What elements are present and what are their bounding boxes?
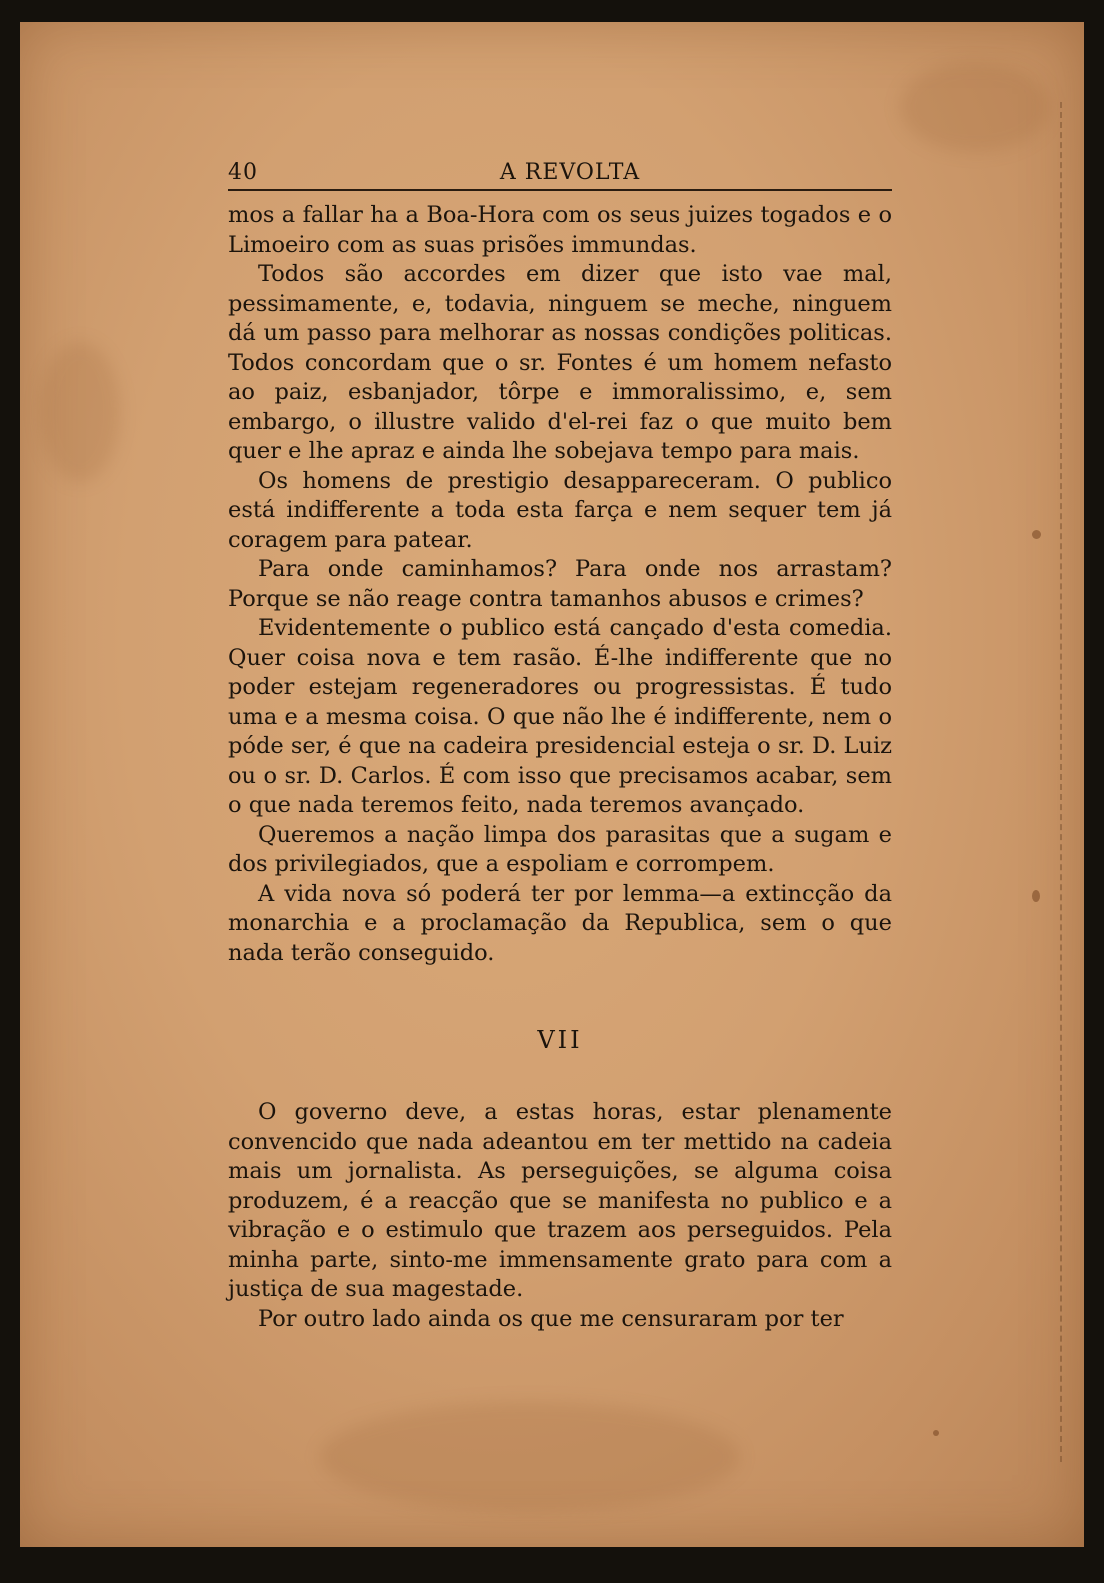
- paper-stain: [900, 62, 1050, 152]
- paragraph: Para onde caminhamos? Para onde nos arrastam? Porque se não reage contra tamanhos abusos e crimes?: [228, 556, 892, 612]
- paragraph: Queremos a nação limpa dos parasitas que a sugam e dos privilegiados, que a espoliam e corrompem.: [228, 821, 892, 877]
- header-rule: [228, 189, 892, 191]
- paragraph: A vida nova só poderá ter por lemma—a extincção da monarchia e a proclamação da Republica, sem o que nada terão conseguido.: [228, 880, 892, 966]
- journal-title: A REVOLTA: [499, 160, 641, 185]
- paragraph: Evidentemente o publico está cançado d'esta comedia. Quer coisa nova e tem rasão. É-lhe indifferente que no poder estejam regeneradores ou progressistas. É tudo uma e a mesma coisa. O que não lhe é indifferente, nem o póde ser, é que na cadeira presidencial esteja o sr. D. Luiz ou o sr. D. Carlos. É com isso que precisamos acabar, sem o que nada teremos feito, nada teremos avançado.: [228, 615, 893, 818]
- section-heading: VII: [537, 1026, 583, 1054]
- page-gutter-edge: [1060, 102, 1082, 1462]
- paragraph: mos a fallar ha a Boa-Hora com os seus juizes togados e o Limoeiro com as suas prisões immundas.: [228, 202, 892, 258]
- foxing-spot: [933, 1430, 939, 1436]
- page-number: 40: [228, 160, 258, 185]
- foxing-spot: [1032, 530, 1041, 539]
- foxing-spot: [1032, 890, 1040, 902]
- paper-stain: [320, 1402, 740, 1512]
- paragraph: O governo deve, a estas horas, estar plenamente convencido que nada adeantou em ter mettido na cadeia mais um jornalista. As perseguições, se alguma coisa produzem, é a reacção que se manifesta no publico e a vibração e o estimulo que trazem aos perseguidos. Pela minha parte, sinto-me immensamente grato para com a justiça de sua magestade.: [228, 1099, 892, 1302]
- running-head: [228, 155, 892, 189]
- paragraph: Por outro lado ainda os que me censuraram por ter: [258, 1305, 844, 1332]
- paper-stain: [40, 342, 120, 482]
- paragraph: Os homens de prestigio desappareceram. O publico está indifferente a toda esta farça e nem sequer tem já coragem para patear.: [228, 467, 892, 553]
- page-text-block: [228, 155, 892, 1334]
- paragraph: Todos são accordes em dizer que isto vae mal, pessimamente, e, todavia, ninguem se meche, ninguem dá um passo para melhorar as nossas condições politicas. Todos concordam que o sr. Fontes é um homem nefasto ao paiz, esbanjador, tôrpe e immoralissimo, e, sem embargo, o illustre valido d'el-rei faz o que muito bem quer e lhe apraz e ainda lhe sobejava tempo para mais.: [228, 261, 892, 464]
